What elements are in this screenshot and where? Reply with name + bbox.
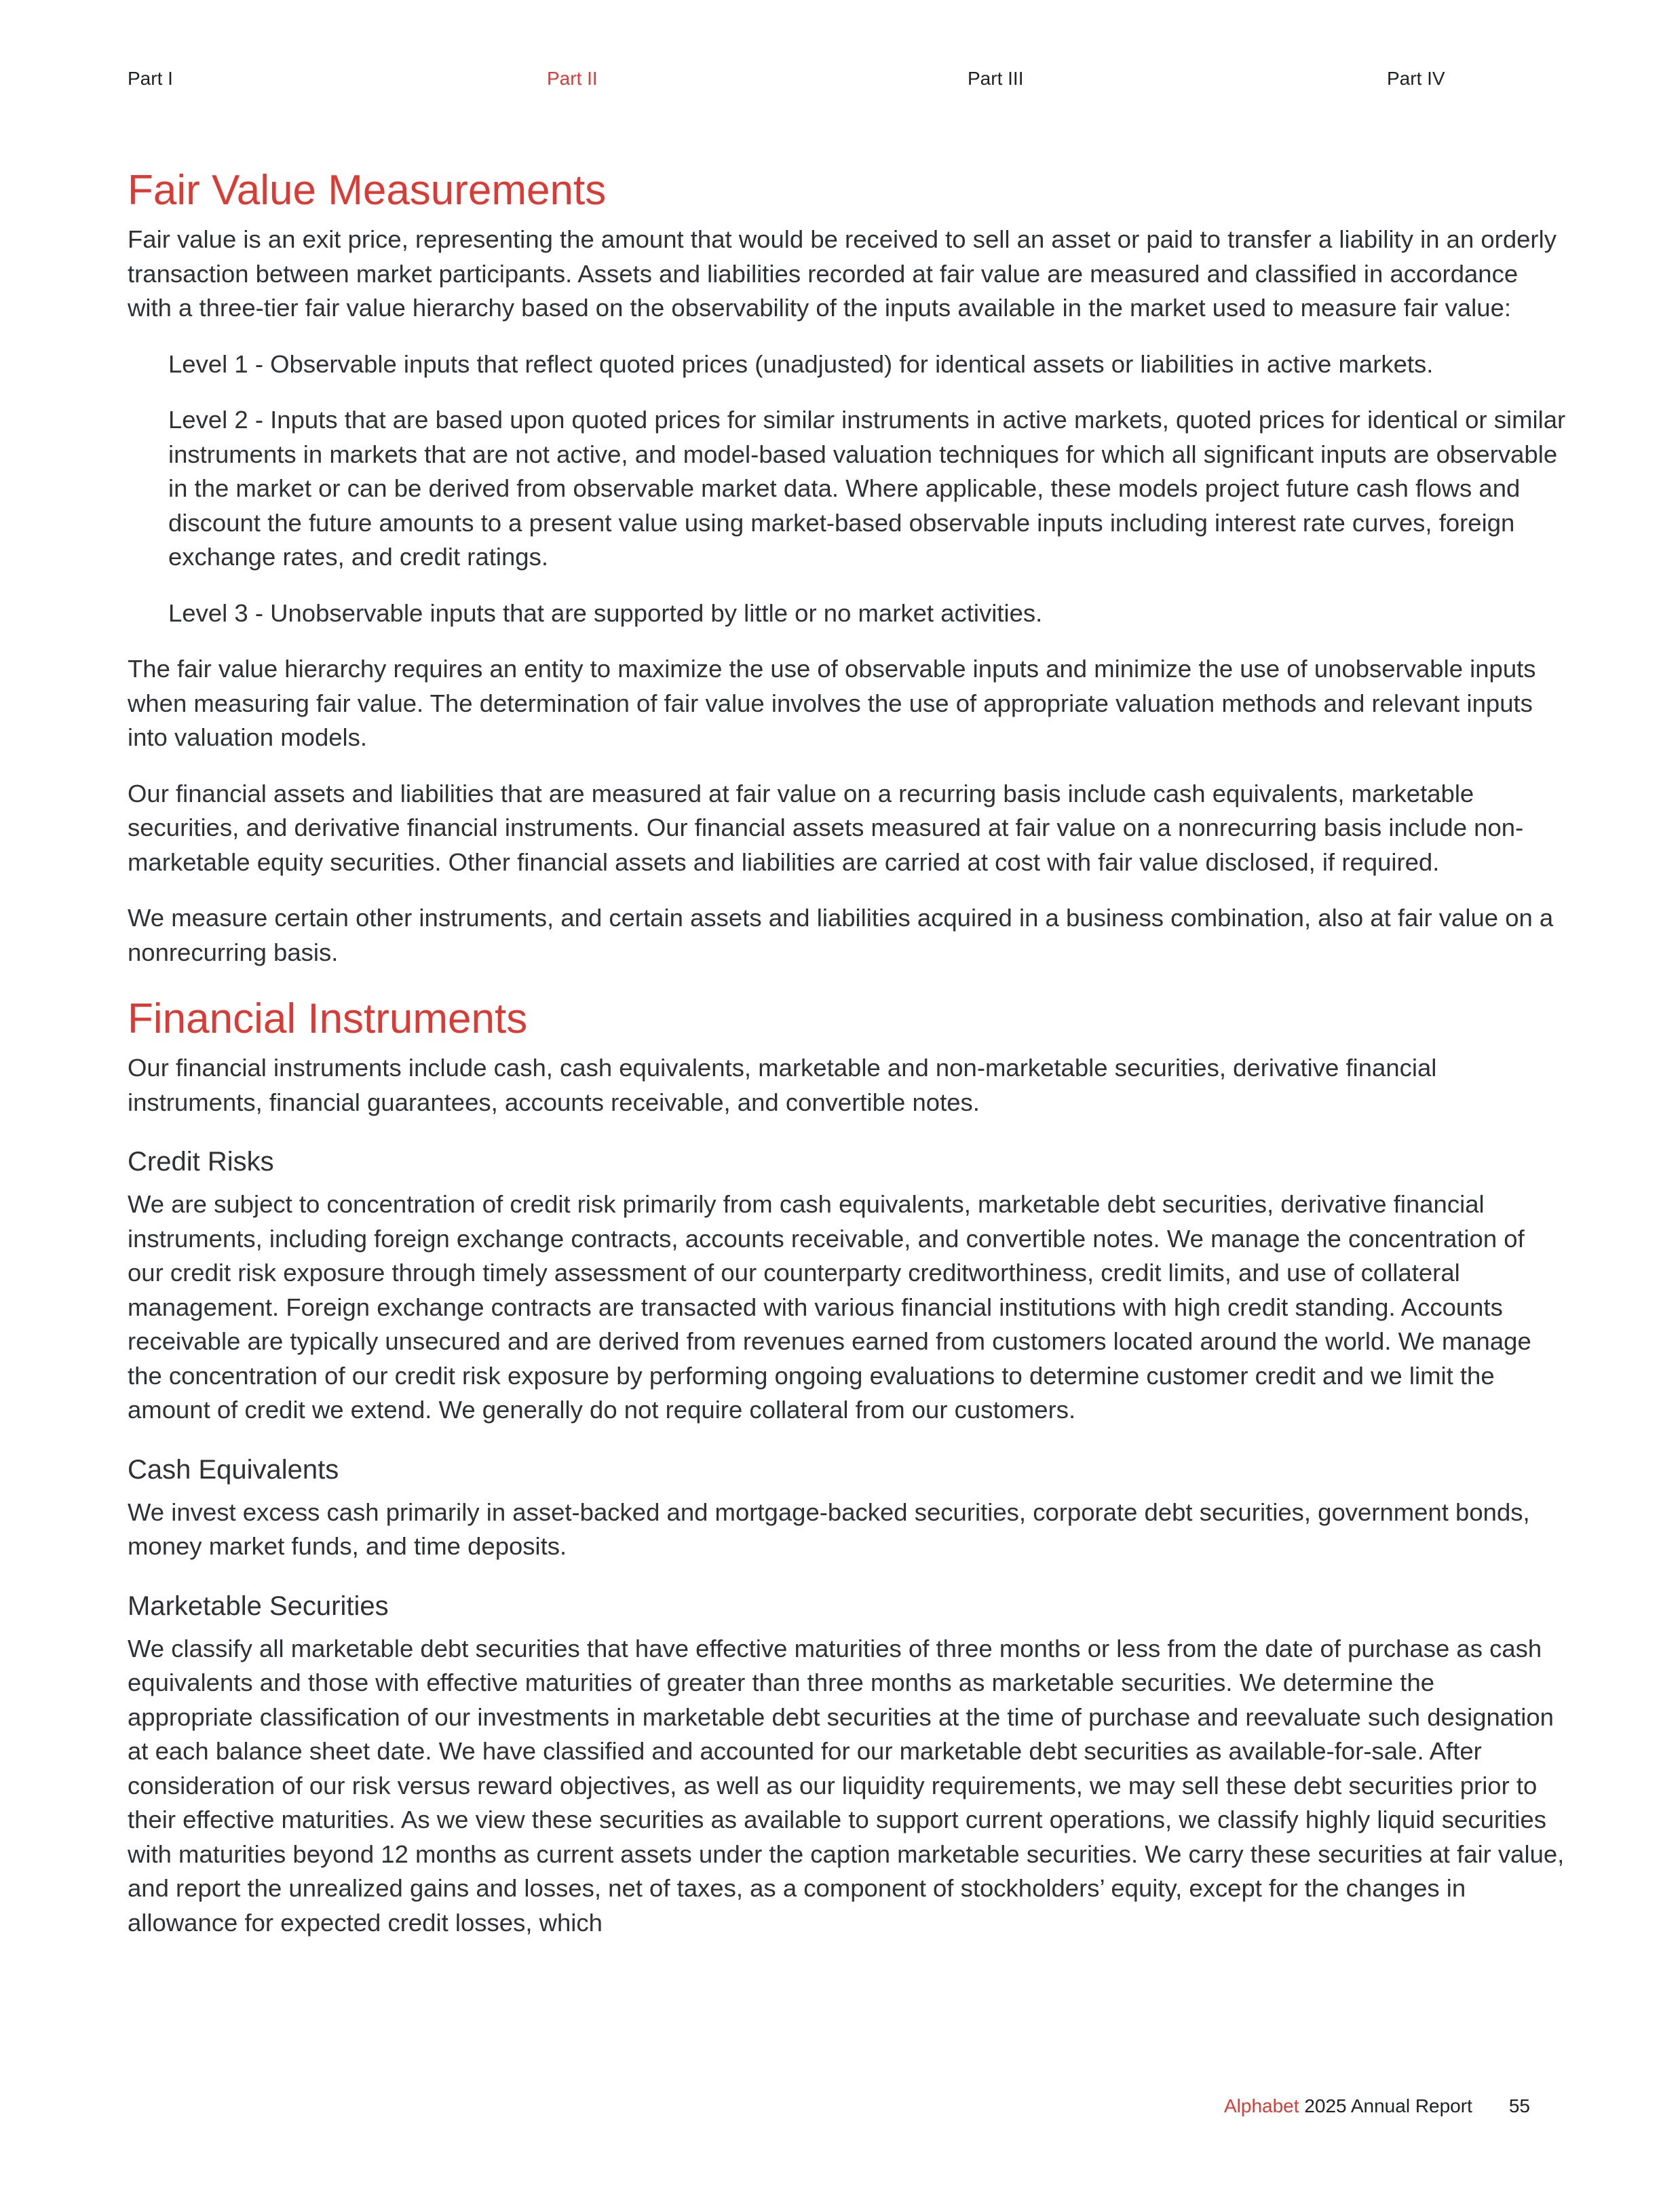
marketable-securities-heading: Marketable Securities [128, 1591, 389, 1621]
credit-risks-body: We are subject to concentration of credit risk primarily from cash equivalents, marketable debt securities, derivative financial instruments, including foreign exchange contracts, accounts receivable, and convertible notes. We manage the concentration of our credit risk exposure through timely assessment of our counterparty creditworthiness, credit limits, and use of collateral management. Foreign exchange contracts are transacted with various financial institutions with high credit standing. Accounts receivable are typically unsecured and are derived from revenues earned from customers located around the world. We manage the concentration of our credit risk exposure by performing ongoing evaluations to determine customer credit and we limit the amount of credit we extend. We generally do not require collateral from our customers. [128, 1190, 1531, 1424]
page-content [128, 163, 1566, 1962]
level-1-definition: Level 1 - Observable inputs that reflect quoted prices (unadjusted) for identical assets or liabilities in active markets. [168, 349, 1434, 378]
nav-link-part-4[interactable]: Part IV [1387, 68, 1445, 89]
page-footer [1224, 2093, 1563, 2120]
marketable-securities-body: We classify all marketable debt securities that have effective maturities of three months or less from the date of purchase as cash equivalents and those with effective maturities of greater than three months as marketable securities. We determine the appropriate classification of our investments in marketable debt securities at the time of purchase and reevaluate such designation at each balance sheet date. We have classified and accounted for our marketable debt securities as available-for-sale. After consideration of our risk versus reward objectives, as well as our liquidity requirements, we may sell these debt securities prior to their effective maturities. As we view these securities as available to support current operations, we classify highly liquid securities with maturities beyond 12 months as current assets under the caption marketable securities. We carry these securities at fair value, and report the unrealized gains and losses, net of taxes, as a component of stockholders’ equity, except for the changes in allowance for expected credit losses, which [128, 1634, 1565, 1937]
financial-instruments-heading: Financial Instruments [128, 995, 528, 1042]
credit-risks-heading: Credit Risks [128, 1147, 274, 1177]
footer-brand: Alphabet [1224, 2095, 1299, 2116]
nav-link-part-3[interactable]: Part III [968, 68, 1024, 89]
fair-value-section [128, 163, 1566, 970]
fair-value-intro: Fair value is an exit price, representing the amount that would be received to sell an asset or paid to transfer a liability in an orderly transaction between market participants. Assets and liabilities recorded at fair value are measured and classified in accordance with a three-tier fair value hierarchy based on the observability of the inputs available in the market used to measure fair value: [128, 225, 1557, 322]
top-navigation [0, 65, 1680, 92]
nav-link-part-2[interactable]: Part II [547, 68, 598, 89]
page-number: 55 [1508, 2095, 1531, 2116]
hierarchy-paragraph: The fair value hierarchy requires an entity to maximize the use of observable inputs and minimize the use of unobservable inputs when measuring fair value. The determination of fair value involves the use of appropriate valuation methods and relevant inputs into valuation models. [128, 655, 1536, 751]
nav-link-part-1[interactable]: Part I [128, 68, 173, 89]
financial-instruments-section [128, 991, 1566, 1940]
nonrecurring-paragraph: We measure certain other instruments, and certain assets and liabilities acquired in a business combination, also at fair value on a nonrecurring basis. [128, 904, 1554, 966]
cash-equivalents-heading: Cash Equivalents [128, 1454, 339, 1485]
financial-instruments-intro: Our financial instruments include cash, cash equivalents, marketable and non-marketable securities, derivative financial instruments, financial guarantees, accounts receivable, and convertible notes. [128, 1054, 1437, 1116]
footer-report-title: 2025 Annual Report [1299, 2095, 1472, 2116]
cash-equivalents-body: We invest excess cash primarily in asset-backed and mortgage-backed securities, corporate debt securities, government bonds, money market funds, and time deposits. [128, 1498, 1530, 1560]
level-3-definition: Level 3 - Unobservable inputs that are supported by little or no market activities. [168, 598, 1043, 627]
recurring-basis-paragraph: Our financial assets and liabilities that are measured at fair value on a recurring basis include cash equivalents, marketable securities, and derivative financial instruments. Our financial assets measured at fair value on a nonrecurring basis include non-marketable equity securities. Other financial assets and liabilities are carried at cost with fair value disclosed, if required. [128, 779, 1524, 876]
fair-value-heading: Fair Value Measurements [128, 167, 607, 214]
level-2-definition: Level 2 - Inputs that are based upon quoted prices for similar instruments in active markets, quoted prices for identical or similar instruments in markets that are not active, and model-based valuation techniques for which all significant inputs are observable in the market or can be derived from observable market data. Where applicable, these models project future cash flows and discount the future amounts to a present value using market-based observable inputs including interest rate curves, foreign exchange rates, and credit ratings. [168, 406, 1566, 571]
